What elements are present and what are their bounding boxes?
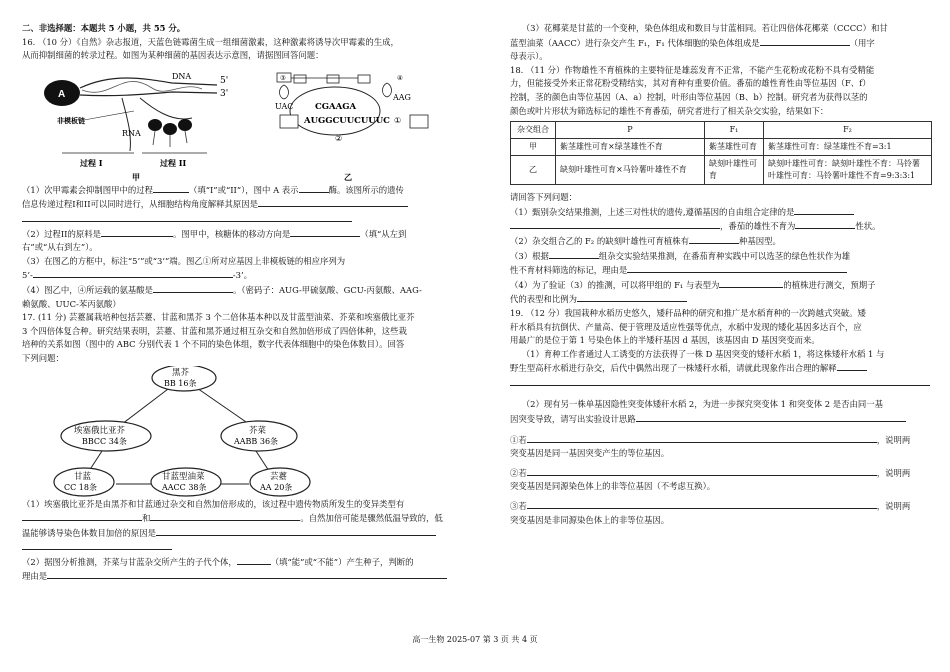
- q17-p1-b: 和: [142, 513, 151, 524]
- table-cell: 缺刻叶雄性可育：缺刻叶雄性不育：马铃薯叶雄性可育：马铃薯叶雄性不育=9:3:3:1: [764, 156, 932, 185]
- q19-stem-line2: 秆水稻具有抗倒伏、产量高、便于管理及适应性强等优点，水稻中发现的矮化基因多达百个，应: [510, 321, 862, 332]
- cross-result-table: [510, 121, 932, 185]
- node-youcai-genome: AACC 38条: [162, 482, 207, 492]
- label-circled-1: ①: [394, 115, 402, 125]
- answer-blank[interactable]: [527, 499, 877, 509]
- q17-p3-d: 母表示）。: [510, 51, 548, 62]
- brassica-triangle-diagram: [44, 366, 344, 498]
- q16-p4-b: 。（密码子：AUG-甲硫氨酸、GCU-丙氨酸、AAG-: [232, 284, 422, 295]
- answer-blank[interactable]: [795, 219, 855, 229]
- q18-stem-line1: 18. （11 分）作物雄性不育植株的主要特征是雄蕊发育不正常，不能产生花粉或花粉不具有受精能: [510, 64, 875, 75]
- answer-blank[interactable]: [150, 511, 300, 521]
- q19-o3-b: ，说明两: [876, 501, 911, 512]
- table-cell: 乙: [511, 156, 556, 185]
- node-ganlan-name: 甘蓝: [74, 471, 92, 482]
- answer-blank[interactable]: [237, 555, 271, 565]
- table-cell: 紫茎雄性可育：绿茎雄性不育=3:1: [764, 139, 932, 156]
- q18-p3-b: 组杂交实验结果推测，在番茄育种实践中可以选茎的绿色性状作为雄: [598, 250, 851, 261]
- node-jiecai-name: 芥菜: [249, 425, 267, 436]
- answer-blank[interactable]: [153, 183, 189, 193]
- ribosome-3: [178, 119, 192, 131]
- answer-box-left: [280, 115, 298, 128]
- answer-blank[interactable]: [156, 526, 436, 536]
- answer-box-right: [410, 115, 428, 128]
- q16-p2-b: 。图甲中，核糖体的移动方向是: [172, 228, 291, 239]
- label-fig-yi: 乙: [344, 171, 352, 182]
- table-header-cell: F₁: [705, 122, 764, 139]
- q17-figure: [22, 366, 474, 498]
- q19-p1-b: 野生型高秆水稻进行杂交，后代中偶然出现了一株矮秆水稻，请就此现象作出合理的解释: [510, 363, 837, 374]
- answer-blank[interactable]: [153, 283, 233, 293]
- q18-p3-c: 性不育材料筛选的标记，理由是: [510, 265, 628, 276]
- q16-p1-b: （填“I”或“II”），图中 A 表示: [188, 184, 299, 195]
- q17-stem-line4: 下列问题：: [22, 352, 64, 363]
- q18-p1-a: （1）甄别杂交结果推测，上述三对性状的遗传,遵循基因的自由组合定律的是: [510, 206, 795, 217]
- table-header-cell: P: [556, 122, 705, 139]
- answer-blank[interactable]: [299, 183, 329, 193]
- node-ganlan-genome: CC 18条: [64, 482, 97, 492]
- q16-stem-line1: 16. （10 分）《自然》杂志报道，天蓝色链霉菌生成一组细菌激素，这种激素将诱导次甲霉素的生成，: [22, 36, 399, 47]
- q18-p2-a: （2）杂交组合乙的 F₂ 的缺刻叶雄性可育植株有: [510, 235, 689, 246]
- q19-stem-line1: 19. （12 分）我国栽种水稻历史悠久，矮秆品种的研究和推广是水稻育种的一次跨越式突破。矮: [510, 307, 866, 318]
- label-rna: RNA: [122, 128, 141, 138]
- q19-p2-a: （2）现有另一株单基因隐性突变体矮秆水稻 2，为进一步探究突变体 1 和突变体 2 是否由同一基: [521, 399, 883, 410]
- q18-stem-line3: 控制，茎的颜色由等位基因（A、a）控制，叶形由等位基因（B、b）控制。研究者为获得以茎的: [510, 91, 868, 102]
- gene-expression-diagram: [22, 63, 474, 183]
- label-5prime: 5': [220, 75, 229, 86]
- q16-p3-c: -3’。: [232, 270, 253, 281]
- answer-blank[interactable]: [101, 227, 173, 237]
- q19-o2-a: ②若: [510, 467, 527, 478]
- q19-o3-a: ③若: [510, 501, 527, 512]
- node-youcai-name: 甘蓝型油菜: [162, 471, 205, 482]
- q19-o2-c: 突变基因是同源染色体上的非等位基因（不考虑互换）。: [510, 481, 716, 492]
- q18-p1-b: ，番茄的雄性不育为: [720, 221, 796, 232]
- q17-p3-a: （3）花椰菜是甘蓝的一个变种，染色体组成和数目与甘蓝相同。若让四倍体花椰菜（CCCC）和甘: [521, 23, 888, 33]
- label-process-1: 过程 I: [80, 157, 103, 168]
- q18-p2-b: 种基因型。: [738, 235, 781, 246]
- answer-blank[interactable]: [527, 433, 877, 443]
- q19-o1-b: ，说明两: [876, 434, 911, 445]
- table-cell: 紫茎雄性可育: [705, 139, 764, 156]
- answer-blank[interactable]: [577, 292, 687, 302]
- node-aisai-name: 埃塞俄比亚芥: [74, 425, 126, 436]
- answer-blank[interactable]: [549, 249, 599, 259]
- node-jiecai-genome: AABB 36条: [234, 436, 279, 446]
- q19-stem-line3: 用最广的是位于第 1 号染色体上的半矮秆基因 d 基因，该基因由 D 基因突变而来。: [510, 335, 820, 346]
- q16-p3-b: 5’-: [22, 270, 33, 281]
- q16-p1-d: 信息传递过程I和II可以同时进行，从细胞结构角度解释其原因是: [22, 199, 259, 210]
- q16-stem-line2: 从而抑制细菌的转录过程。如图为某种细菌的基因表达示意图，请据图回答问题：: [22, 50, 324, 61]
- answer-blank[interactable]: [510, 376, 930, 386]
- label-dna: DNA: [172, 71, 192, 81]
- table-cell: 紫茎雄性可育×绿茎雄性不育: [556, 139, 705, 156]
- q17-p2-a: （2）据图分析推测，芥菜与甘蓝杂交所产生的子代个体，: [22, 556, 237, 567]
- q17-p1-c: 。自然加倍可能是骤然低温导致的，低: [300, 513, 443, 524]
- answer-blank[interactable]: [510, 219, 720, 229]
- label-non-template: 非模板链: [57, 115, 85, 125]
- table-cell: 缺刻叶雄性可育×马铃薯叶雄性不育: [556, 156, 705, 185]
- label-circled-2: ②: [335, 133, 343, 143]
- q19-o3-c: 突变基因是非同源染色体上的非等位基因。: [510, 514, 670, 525]
- q19-p1-a: （1）育种工作者通过人工诱变的方法获得了一株 D 基因突变的矮秆水稻 1，将这株矮秆水稻 1 与: [521, 348, 885, 359]
- q17-p1-a: （1）埃塞俄比亚芥是由黑芥和甘蓝通过杂交和自然加倍形成的，该过程中遗传物质所发生的变异类型有: [22, 498, 405, 509]
- q17-p1-d: 温能够诱导染色体数目加倍的原因是: [22, 527, 156, 538]
- answer-blank[interactable]: [719, 278, 783, 288]
- answer-blank[interactable]: [627, 263, 847, 273]
- answer-blank[interactable]: [22, 511, 142, 521]
- q16-p1-a: （1）次甲霉素会抑制图甲中的过程: [22, 184, 153, 195]
- table-cell: 甲: [511, 139, 556, 156]
- mrna-seq: AUGGCUUCUUUC: [304, 115, 390, 126]
- node-yuntai-genome: AA 20条: [260, 482, 293, 492]
- q16-p2-a: （2）过程II的原料是: [22, 228, 101, 239]
- node-yuntai-name: 芸薹: [270, 471, 288, 482]
- node-aisai-genome: BBCC 34条: [82, 436, 127, 446]
- answer-blank[interactable]: [760, 36, 850, 46]
- q16-figure: [22, 63, 474, 183]
- q17-p2-b: （填“能”或“不能”）产生种子，判断的: [270, 556, 414, 567]
- answer-blank[interactable]: [794, 205, 854, 215]
- table-header-row: [511, 122, 932, 139]
- q18-ask: 请回答下列问题：: [510, 192, 577, 203]
- q17-stem-line3: 培种的关系如图（图中的 ABC 分别代表 1 个不同的染色体组，数字代表体细胞中的染色体数目）。回答: [22, 339, 405, 350]
- q17-stem-line2: 3 个四倍体复合种。研究结果表明，芸薹、甘蓝和黑芥通过相互杂交和自然加倍形成了四倍体种，这些栽: [22, 325, 407, 336]
- q17-p2-c: 理由是: [22, 571, 48, 582]
- right-column: [510, 22, 932, 527]
- answer-blank[interactable]: [22, 212, 352, 222]
- q19-o2-b: ，说明两: [876, 467, 911, 478]
- q19-o1-c: 突变基因是同一基因突变产生的等位基因。: [510, 448, 670, 459]
- q16-p2-d: 右”或“从右到左”）。: [22, 242, 98, 253]
- table-cell: 缺刻叶雄性可育: [705, 156, 764, 185]
- anticodon-seq: CGAAGA: [315, 101, 357, 112]
- label-fig-jia: 甲: [132, 171, 140, 182]
- label-process-2: 过程 II: [160, 157, 187, 168]
- answer-blank[interactable]: [22, 540, 172, 550]
- answer-blank[interactable]: [837, 361, 867, 371]
- q16-p4-c: 赖氨酸、UUC-苯丙氨酸）: [22, 298, 121, 309]
- q18-p3-a: （3）根据: [510, 250, 549, 261]
- q17-p3-b: 蓝型油菜（AACC）进行杂交产生 F₁，F₁ 代体细胞的染色体组成是: [510, 37, 760, 48]
- q19-p2-b: 因突变导致，请写出实验设计思路: [510, 414, 636, 425]
- q18-stem-line2: 力，但能接受外来正常花粉受精结实，其对育种有重要价值。番茄的雄性育性由等位基因（F、f）: [510, 78, 871, 89]
- q16-p4-a: （4）图乙中，④所运载的氨基酸是: [22, 284, 153, 295]
- q19-o1-a: ①若: [510, 434, 527, 445]
- answer-blank[interactable]: [689, 234, 739, 244]
- table-row: [511, 139, 932, 156]
- label-circled-4: ④: [397, 73, 403, 82]
- answer-blank[interactable]: [33, 268, 233, 278]
- answer-blank[interactable]: [290, 227, 360, 237]
- label-3prime: 3': [220, 88, 229, 99]
- q18-p4-b: 的植株进行测交，预期子: [783, 279, 876, 290]
- q16-p2-c: （填“从左到: [360, 228, 407, 239]
- answer-blank[interactable]: [527, 466, 877, 476]
- table-header-cell: 杂交组合: [511, 122, 556, 139]
- answer-blank[interactable]: [47, 569, 447, 579]
- answer-blank[interactable]: [258, 197, 408, 207]
- label-circled-3: ③: [280, 73, 286, 82]
- node-heijie-genome: BB 16条: [164, 378, 197, 388]
- q17-stem-line1: 17. (11 分) 芸薹属栽培种包括芸薹、甘蓝和黑芥 3 个二倍体基本种以及甘蓝型油菜、芥菜和埃塞俄比亚芥: [22, 312, 415, 323]
- table-header-cell: F₂: [764, 122, 932, 139]
- left-column: [22, 22, 474, 584]
- answer-blank[interactable]: [636, 412, 906, 422]
- codon-uac: UAC: [275, 101, 294, 111]
- ribosome-1: [148, 119, 162, 131]
- ribosome-2: [163, 123, 177, 135]
- q17-p3-c: （用字: [849, 37, 875, 48]
- page-footer: 高一生物 2025-07 第 3 页 共 4 页: [412, 635, 538, 644]
- q16-p1-c: 酶。该图所示的遗传: [328, 184, 404, 195]
- label-a: A: [58, 88, 66, 100]
- node-heijie-name: 黑芥: [172, 367, 190, 378]
- section-title: 二、非选择题：本题共 5 小题，共 55 分。: [22, 23, 186, 33]
- q18-p1-c: 性状。: [855, 221, 881, 232]
- table-row: [511, 156, 932, 185]
- q18-stem-line4: 颜色或叶片形状为筛选标记的雄性不育番茄，研究者进行了相关杂交实验，结果如下：: [510, 105, 829, 116]
- q16-p3-a: （3）在图乙的方框中，标注“5’”或“3’”端。图乙①所对应基因上非模板链的相应序列为: [22, 255, 346, 266]
- codon-aag: AAG: [393, 92, 411, 102]
- q18-p4-c: 代的表型和比例为: [510, 294, 577, 305]
- q18-p4-a: （4）为了验证（3）的推测，可以将甲组的 F₁ 与表型为: [510, 279, 720, 290]
